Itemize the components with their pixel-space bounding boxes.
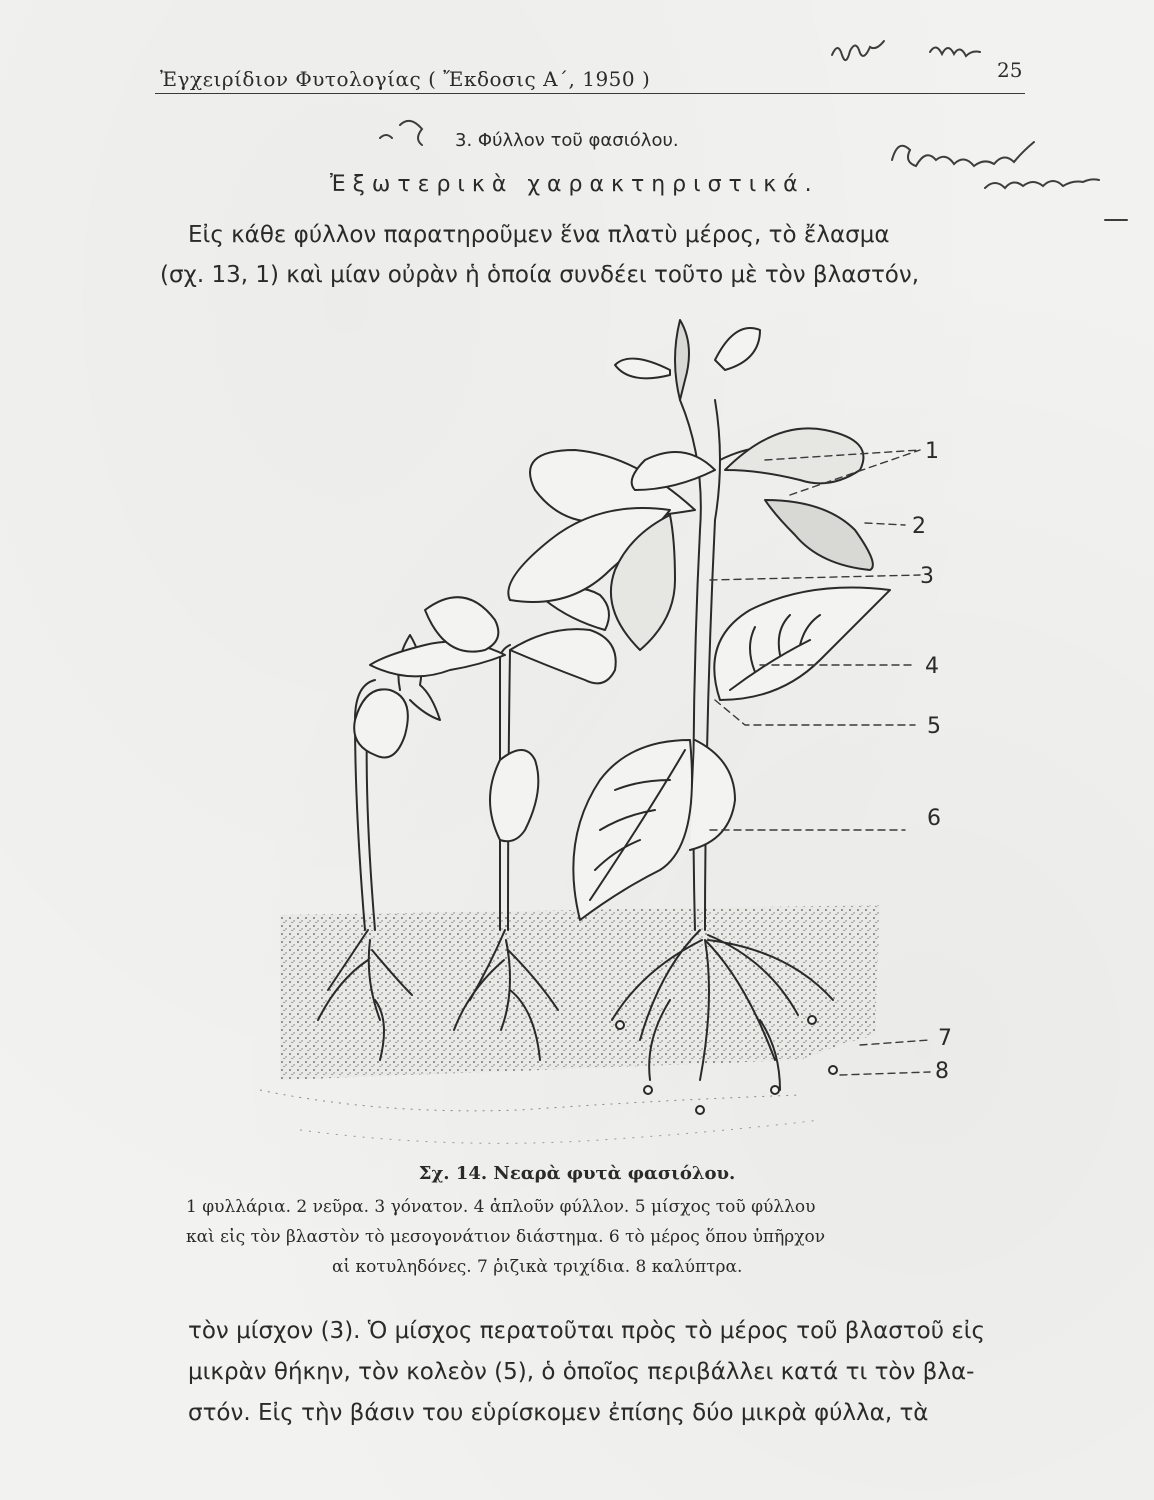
paragraph-bottom-line: μικρὰν θήκην, τὸν κολεὸν (5), ὁ ὁποῖος περιβάλλει κατά τι τὸν βλα- (188, 1359, 975, 1385)
figure-caption-line: καὶ εἰς τὸν βλαστὸν τὸ μεσογονάτιον διάστημα. 6 τὸ μέρος ὅπου ὑπῆρχον (186, 1227, 826, 1247)
figure-label-7: 7 (938, 1026, 952, 1051)
paragraph-top-line: Εἰς κάθε φύλλον παρατηροῦμεν ἕνα πλατὺ μέρος, τὸ ἔλασμα (188, 222, 890, 248)
soil (260, 905, 880, 1143)
section-subheading: Ἐξωτερικὰ χαρακτηριστικά. (330, 172, 819, 197)
figure-label-4: 4 (925, 654, 939, 679)
section-heading: 3. Φύλλον τοῦ φασιόλου. (455, 130, 679, 151)
bean-plants-figure (200, 300, 960, 1150)
figure-caption-title: Σχ. 14. Νεαρὰ φυτὰ φασιόλου. (418, 1163, 736, 1184)
running-header: Ἐγχειρίδιον Φυτολογίας ( Ἔκδοσις Α΄, 1950 ) (160, 67, 651, 91)
paragraph-bottom-line: τὸν μίσχον (3). Ὁ μίσχος περατοῦται πρὸς τὸ μέρος τοῦ βλαστοῦ εἰς (188, 1318, 986, 1344)
figure-caption-line: αἱ κοτυληδόνες. 7 ῥιζικὰ τριχίδια. 8 καλύπτρα. (332, 1257, 743, 1277)
header-rule (155, 93, 1025, 94)
page-number: 25 (997, 58, 1023, 82)
figure-label-1: 1 (925, 439, 939, 464)
figure-label-6: 6 (927, 806, 941, 831)
paragraph-bottom-line: στόν. Εἰς τὴν βάσιν του εὑρίσκομεν ἐπίσης δύο μικρὰ φύλλα, τὰ (188, 1400, 929, 1426)
figure-caption-line: 1 φυλλάρια. 2 νεῦρα. 3 γόνατον. 4 ἁπλοῦν φύλλον. 5 μίσχος τοῦ φύλλου (186, 1197, 816, 1217)
figure-label-5: 5 (927, 714, 941, 739)
figure-label-3: 3 (920, 564, 934, 589)
paragraph-top-line: (σχ. 13, 1) καὶ μίαν οὐρὰν ἡ ὁποία συνδέει τοῦτο μὲ τὸν βλαστόν, (160, 262, 920, 288)
figure-label-8: 8 (935, 1059, 949, 1084)
figure-label-2: 2 (912, 514, 926, 539)
figure-labels (912, 439, 952, 1084)
